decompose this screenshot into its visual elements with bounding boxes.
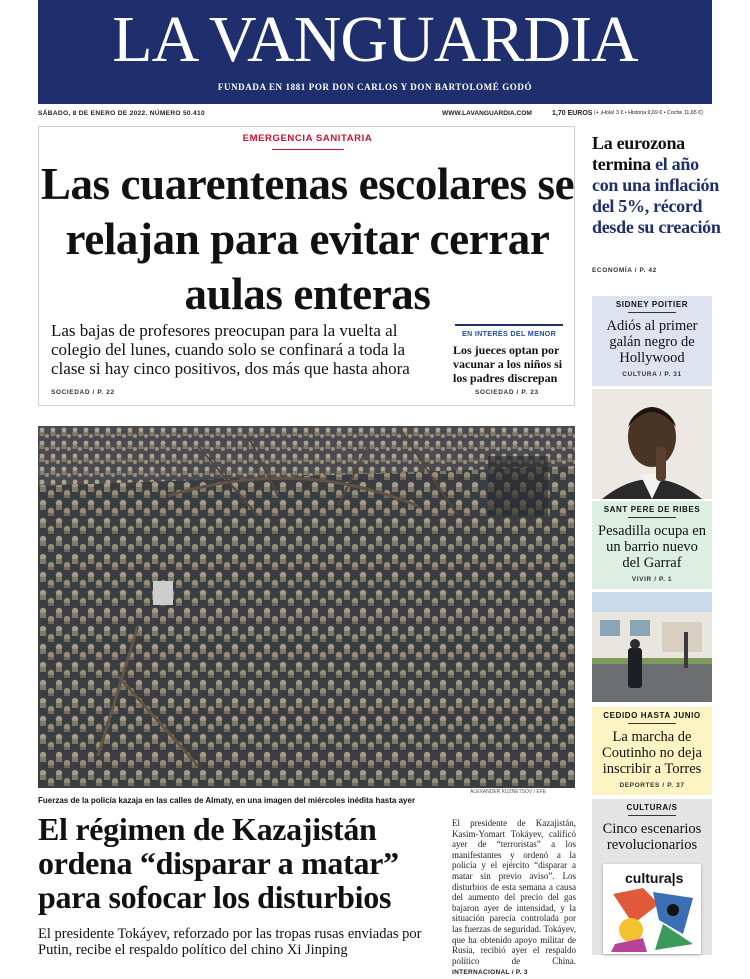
poitier-label: SIDNEY POITIER: [615, 300, 689, 309]
eurozone-section: ECONOMÍA / P. 42: [592, 267, 657, 274]
issue-date: SÁBADO, 8 DE ENERO DE 2022. NÚMERO 50.410: [38, 110, 205, 117]
culturas-cover[interactable]: [603, 864, 701, 954]
side-section: SOCIEDAD / P. 23: [475, 389, 539, 396]
photo-caption: Fuerzas de la policía kazaja en las calles de Almaty, en una imagen del miércoles inédita hasta ayer: [38, 796, 416, 805]
main-photo-police: [38, 426, 575, 788]
sant-label: SANT PERE DE RIBES: [603, 505, 701, 514]
kicker-rule: [272, 149, 344, 150]
eurozone-headline-suffix: el año con una inflación del 5%, récord desde su creación: [592, 154, 721, 237]
photo-credit: ALEXANDER KUZNETSOV / EFE: [470, 789, 547, 795]
poitier-section: CULTURA / P. 31: [622, 371, 682, 378]
newspaper-logo: LA VANGUARDIA: [112, 3, 638, 76]
lead-kicker: EMERGENCIA SANITARIA: [242, 133, 373, 144]
cultura-rule: [628, 815, 676, 816]
cultura-text: Cinco escenarios revolucionarios: [602, 821, 702, 853]
kazakhstan-section: INTERNACIONAL / P. 3: [452, 969, 528, 977]
cultura-label: CULTURA/S: [626, 803, 678, 812]
masthead-subtitle: FUNDADA EN 1881 POR DON CARLOS Y DON BARTOLOMÉ GODÓ: [217, 82, 533, 92]
poitier-portrait: [592, 389, 712, 499]
portrait-illustration: [592, 389, 712, 499]
kazakhstan-body: [452, 818, 576, 979]
dateline: [38, 108, 712, 122]
lead-section: SOCIEDAD / P. 22: [51, 389, 115, 396]
eurozone-story[interactable]: [592, 133, 722, 238]
sant-rule: [628, 517, 676, 518]
price-extras: (+ ¡Hola! 3 € • Historia 9,69 € • Coche 11,65 €): [594, 110, 703, 116]
cedido-section: DEPORTES / P. 37: [619, 782, 685, 789]
eurozone-headline-prefix: La eurozona termina: [592, 133, 685, 174]
website-link[interactable]: WWW.LAVANGUARDIA.COM: [442, 110, 532, 117]
sant-section: VIVIR / P. 1: [631, 576, 673, 583]
lead-deck: Las bajas de profesores preocupan para la vuelta al colegio del lunes, cuando solo se confinará a toda la clase si hay cinco positivos, dos más que hasta ahora: [51, 321, 410, 378]
cedido-rule: [628, 723, 676, 724]
poitier-teaser[interactable]: [592, 296, 712, 386]
side-kicker: EN INTERÉS DEL MENOR: [455, 324, 563, 338]
lead-story: [38, 126, 575, 406]
cover-name: cultura|s: [625, 870, 684, 886]
lead-headline[interactable]: Las cuarentenas escolares se relajan para evitar cerrar aulas enteras: [40, 159, 575, 319]
masthead: [38, 0, 712, 104]
police-crowd-illustration: [38, 426, 575, 788]
sant-text: Pesadilla ocupa en un barrio nuevo del Garraf: [598, 523, 706, 571]
street-illustration: [592, 592, 712, 702]
cedido-text: La marcha de Coutinho no deja inscribir a Torres: [602, 729, 702, 777]
sant-pere-photo: [592, 592, 712, 702]
poitier-rule: [628, 312, 676, 313]
kazakhstan-body-text: El presidente de Kazajistán, Kasim-Yomart Tokáyev, calificó ayer de “terroristas” a los manifestantes y ordenó a la policía y el ejército “disparar a matar sin previo aviso”. Los disturbios de esta semana a causa del aumento del precio del gas bajaron ayer de intensidad, y la situación parecía controlada por las fuerzas de seguridad. Tokáyev, que ha obtenido apoyo militar de Rusia, recibió ayer el respaldo político de China.: [452, 818, 576, 966]
price: 1,70 EUROS: [552, 110, 593, 117]
coutinho-teaser[interactable]: [592, 707, 712, 795]
sant-pere-teaser[interactable]: [592, 501, 712, 589]
kazakhstan-deck: El presidente Tokáyev, reforzado por las tropas rusas enviadas por Putin, recibe el respaldo político del chino Xi Jinping: [38, 926, 422, 958]
side-story-text[interactable]: Los jueces optan por vacunar a los niños si los padres discrepan: [453, 343, 563, 385]
cedido-label: CEDIDO HASTA JUNIO: [603, 711, 701, 720]
poitier-text: Adiós al primer galán negro de Hollywood: [606, 318, 698, 366]
kazakhstan-headline[interactable]: El régimen de Kazajistán ordena “disparar a matar” para sofocar los disturbios: [38, 811, 399, 915]
